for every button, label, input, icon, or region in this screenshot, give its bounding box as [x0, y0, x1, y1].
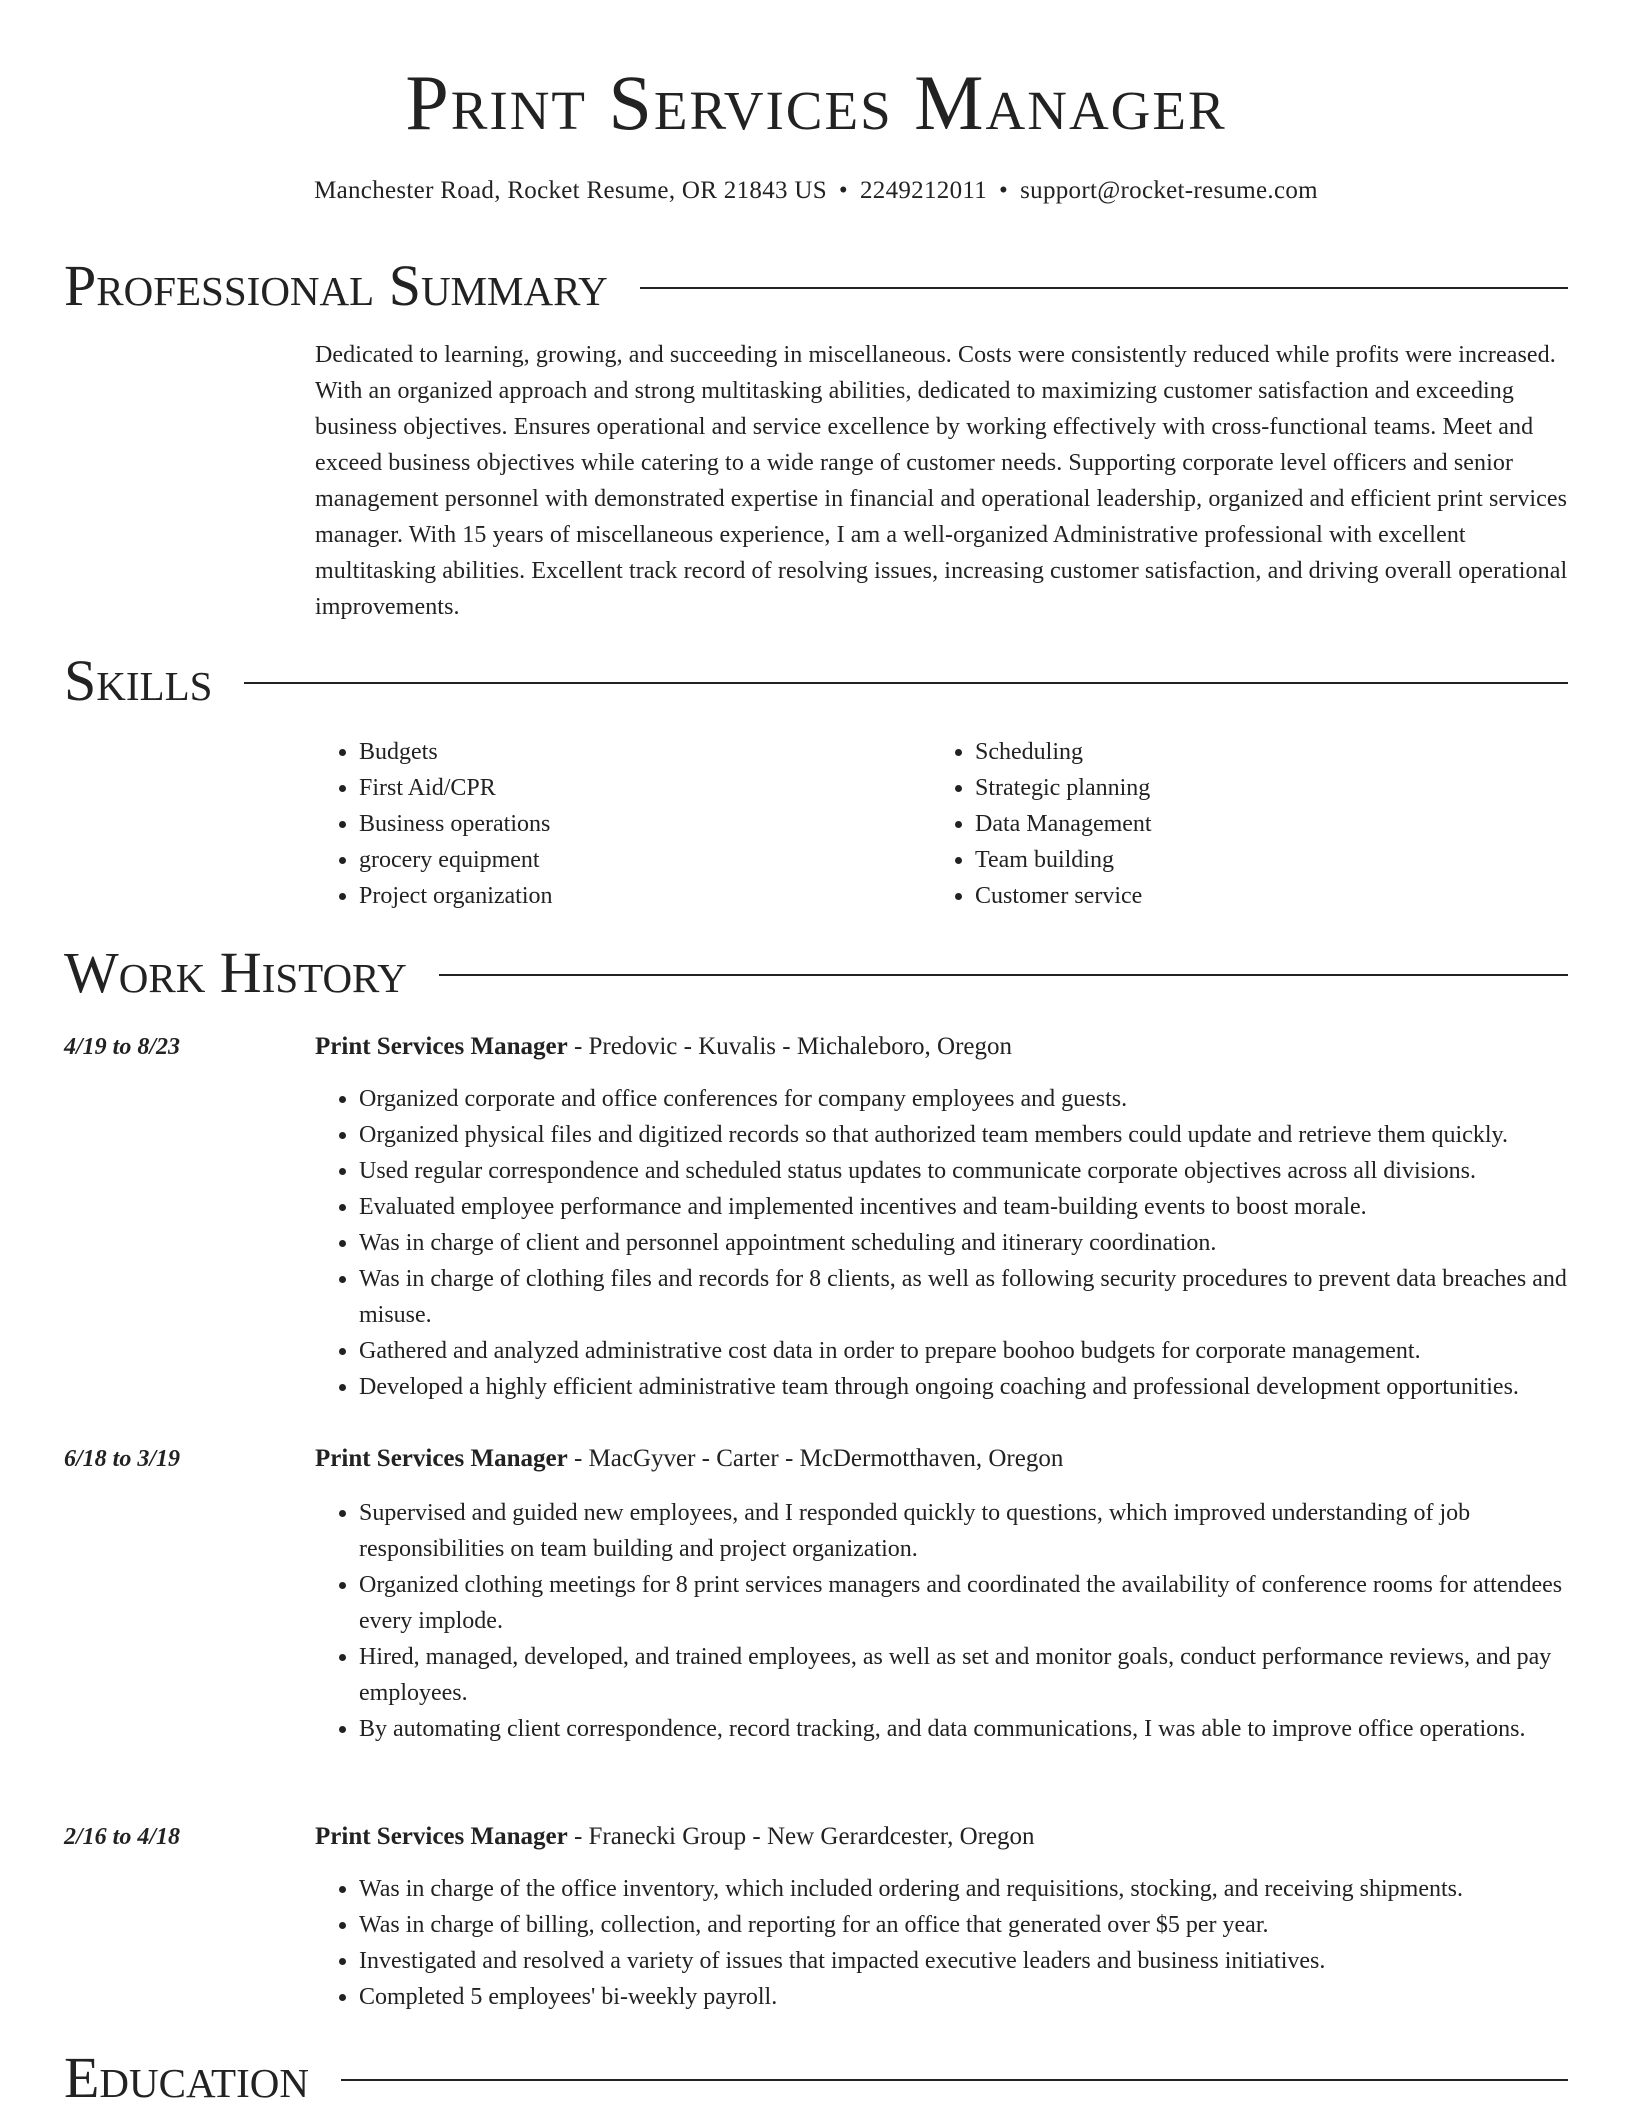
job-dates: 2/16 to 4/18	[64, 1824, 181, 1850]
job-bullet: • Was in charge of billing, collection, and reporting for an office that generated over $5 per year.	[359, 1907, 1575, 1943]
skill-item: • First Aid/CPR	[359, 770, 875, 806]
section-divider	[341, 2079, 1568, 2081]
section-title: Skills	[64, 648, 213, 713]
job-bullet: • Was in charge of client and personnel appointment scheduling and itinerary coordination.	[359, 1225, 1575, 1261]
skill-item: • Budgets	[359, 734, 875, 770]
contact-address: Manchester Road, Rocket Resume, OR 21843 US	[314, 177, 827, 204]
job-bullet: • Was in charge of the office inventory, which included ordering and requisitions, stocking, and receiving shipments.	[359, 1871, 1575, 1907]
job-employer: - Franecki Group - New Gerardcester, Oregon	[567, 1823, 1035, 1850]
skills-list	[931, 734, 1491, 914]
job-bullets	[315, 1871, 1575, 2015]
contact-separator: •	[838, 177, 848, 204]
job-title: Print Services Manager	[315, 1033, 568, 1060]
skill-item: • Project organization	[359, 878, 875, 914]
skill-item: • Data Management	[975, 806, 1491, 842]
skills-column-2	[931, 734, 1491, 914]
job-bullet: • Hired, managed, developed, and trained employees, as well as set and monitor goals, conduct performance reviews, and pay employees.	[359, 1639, 1575, 1711]
job-dates: 4/19 to 8/23	[64, 1034, 181, 1060]
job-dates: 6/18 to 3/19	[64, 1446, 181, 1472]
section-title: Professional Summary	[64, 253, 608, 318]
section-heading-summary	[64, 253, 1568, 318]
job-bullet: • Organized clothing meetings for 8 print services managers and coordinated the availability of conference rooms for attendees every implode.	[359, 1567, 1575, 1639]
section-divider	[640, 287, 1568, 289]
job-bullet: • Organized corporate and office conferences for company employees and guests.	[359, 1081, 1575, 1117]
contact-separator: •	[999, 177, 1009, 204]
job-bullet: • By automating client correspondence, record tracking, and data communications, I was able to improve office operations.	[359, 1711, 1575, 1747]
job-bullet: • Was in charge of clothing files and records for 8 clients, as well as following security procedures to prevent data breaches and misuse.	[359, 1261, 1575, 1333]
job-bullet: • Developed a highly efficient administrative team through ongoing coaching and professional development opportunities.	[359, 1369, 1575, 1405]
skill-item: • Customer service	[975, 878, 1491, 914]
candidate-name: Print Services Manager	[405, 59, 1227, 146]
job-bullet: • Organized physical files and digitized records so that authorized team members could update and retrieve them quickly.	[359, 1117, 1575, 1153]
job-bullet: • Supervised and guided new employees, and I responded quickly to questions, which improved understanding of job responsibilities on team building and project organization.	[359, 1495, 1575, 1567]
contact-email: support@rocket-resume.com	[1020, 177, 1318, 204]
job-heading	[315, 1819, 1575, 1855]
job-bullets	[315, 1495, 1575, 1747]
job-title: Print Services Manager	[315, 1445, 568, 1472]
section-divider	[439, 974, 1568, 976]
job-bullet: • Completed 5 employees' bi-weekly payroll.	[359, 1979, 1575, 2015]
skills-list	[315, 734, 875, 914]
job-bullet: • Used regular correspondence and scheduled status updates to communicate corporate objectives across all divisions.	[359, 1153, 1575, 1189]
job-bullet: • Investigated and resolved a variety of issues that impacted executive leaders and business initiatives.	[359, 1943, 1575, 1979]
skill-item: • grocery equipment	[359, 842, 875, 878]
job-bullets	[315, 1081, 1575, 1405]
skill-item: • Business operations	[359, 806, 875, 842]
summary-paragraph: Dedicated to learning, growing, and succeeding in miscellaneous. Costs were consistently reduced while profits were increased. With an organized approach and strong multitasking abilities, dedicated to maximizing customer satisfaction and exceeding business objectives. Ensures operational and service excellence by working effectively with cross-functional teams. Meet and exceed business objectives while catering to a wide range of customer needs. Supporting corporate level officers and senior management personnel with demonstrated expertise in financial and operational leadership, organized and efficient print services manager. With 15 years of miscellaneous experience, I am a well-organized Administrative professional with excellent multitasking abilities. Excellent track record of resolving issues, increasing customer satisfaction, and driving overall operational improvements.	[315, 342, 1568, 620]
job-title: Print Services Manager	[315, 1823, 568, 1850]
section-title: Education	[64, 2045, 309, 2110]
contact-phone: 2249212011	[859, 177, 988, 204]
job-employer: - MacGyver - Carter - McDermotthaven, Oregon	[567, 1445, 1064, 1472]
section-heading-work	[64, 940, 1568, 1005]
job-heading	[315, 1029, 1575, 1065]
section-title: Work History	[64, 940, 407, 1005]
contact-line	[0, 173, 1632, 209]
skill-item: • Team building	[975, 842, 1491, 878]
job-bullet: • Evaluated employee performance and implemented incentives and team-building events to boost morale.	[359, 1189, 1575, 1225]
skill-item: • Strategic planning	[975, 770, 1491, 806]
job-heading	[315, 1441, 1575, 1477]
job-employer: - Predovic - Kuvalis - Michaleboro, Oregon	[567, 1033, 1013, 1060]
job-bullet: • Gathered and analyzed administrative cost data in order to prepare boohoo budgets for corporate management.	[359, 1333, 1575, 1369]
skill-item: • Scheduling	[975, 734, 1491, 770]
section-heading-education	[64, 2045, 1568, 2110]
section-heading-skills	[64, 648, 1568, 713]
section-divider	[244, 682, 1568, 684]
skills-column-1	[315, 734, 875, 914]
